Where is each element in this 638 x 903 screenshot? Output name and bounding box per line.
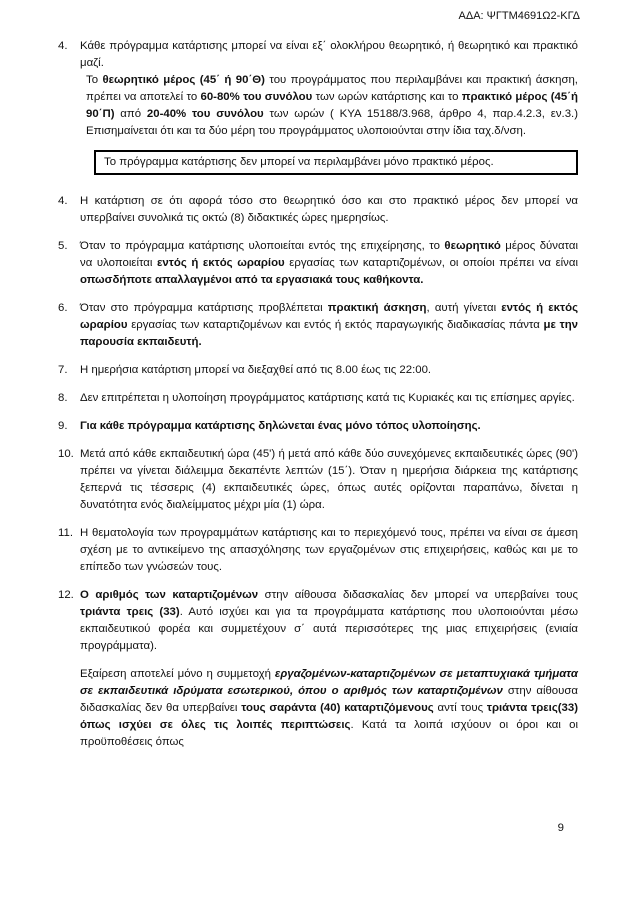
paragraph-number: 11. — [58, 527, 73, 539]
paragraph-text: Η κατάρτιση σε ότι αφορά τόσο στο θεωρητικό όσο και στο πρακτικό μέρος δεν μπορεί να υπερβαίνει συνολικά τις οκτώ (8) διδακτικές ώρες ημερησίως. — [80, 195, 578, 224]
text-run: εργασίας των καταρτιζομένων, οι οποίοι πρέπει να είναι — [284, 257, 578, 269]
paragraph-4a — [58, 38, 578, 175]
text-run: αντί τους — [433, 702, 487, 714]
paragraph-text: Μετά από κάθε εκπαιδευτική ώρα (45') ή μετά από κάθε δύο συνεχόμενες εκπαιδευτικές ώρες (90') πρέπει να γίνεται διάλειμμα δεκαπέντε λεπτών (15΄). Όταν η ημερήσια διάρκεια της κατάρτισης ξεπερνά τις τέσσερις (4) εκπαιδευτικές ώρες, όπως αυτές ορίζονται παραπάνω, δίνεται η δυνατότητα ενός διαλείμματος μέχρι μία (1) ώρα. — [80, 448, 578, 511]
text-run: στην αίθουσα διδασκαλίας δεν μπορεί να υπερβαίνει τους — [258, 589, 578, 601]
boxed-notice — [94, 150, 578, 175]
text-run: . Αυτό ισχύει και για τα προγράμματα κατάρτισης που υλοποιούνται μέσω εκπαιδευτικού φορέα και συμμετέχουν σ΄ αυτά περισσότερες της μιας επιχειρήσεις (ενιαία προγράμματα). — [80, 606, 578, 652]
bold-run: πρακτική άσκηση — [327, 302, 427, 314]
paragraph-6 — [58, 300, 578, 351]
paragraph-text — [80, 300, 578, 351]
bold-run: τριάντα τρεις(33) όπως ισχύει σε όλες τις λοιπές περιπτώσεις — [80, 702, 578, 731]
bold-run: οπωσδήποτε απαλλαγμένοι από τα εργασιακά τους καθήκοντα. — [80, 274, 424, 286]
bold-run: Για κάθε πρόγραμμα κατάρτισης δηλώνεται ένας μόνο τόπος υλοποίησης. — [80, 420, 481, 432]
paragraph-subtext — [80, 72, 578, 140]
boxed-notice-text: Το πρόγραμμα κατάρτισης δεν μπορεί να περιλαμβάνει μόνο πρακτικό μέρος. — [104, 156, 494, 168]
bold-run: 60-80% του συνόλου — [200, 91, 313, 103]
bold-run: με την παρουσία εκπαιδευτή. — [80, 319, 578, 348]
bold-run: 20-40% — [146, 108, 187, 120]
paragraph-text: Η θεματολογία των προγραμμάτων κατάρτισης και το περιεχόμενό τους, πρέπει να είναι σε άμεση σχέση με το αντικείμενο της απασχόλησης των εργαζομένων στις επιχειρήσεις, καθώς και με το επίπεδο των γνώσεών τους. — [80, 527, 578, 573]
exception-paragraph — [80, 666, 578, 751]
paragraph-5 — [58, 238, 578, 289]
text-run: . Κατά τα λοιπά ισχύουν οι όροι και οι προϋποθέσεις όπως — [80, 719, 579, 748]
paragraph-number: 12. — [58, 589, 74, 601]
document-body — [58, 38, 578, 751]
bold-run: τριάντα τρεις (33) — [80, 606, 180, 618]
text-run: , αυτή γίνεται — [426, 302, 502, 314]
paragraph-8 — [58, 390, 578, 407]
paragraph-7 — [58, 362, 578, 379]
paragraph-number: 5. — [58, 240, 68, 252]
bold-italic-run: εργαζομένων-καταρτιζομένων σε μεταπτυχιακά τμήματα σε εκπαιδευτικά ιδρύματα εσωτερικού, όπου ο αριθμός των καταρτιζομένων — [80, 668, 578, 697]
text-run: μέρος δύναται να υλοποιείται — [80, 240, 578, 269]
paragraph-4b — [58, 193, 578, 227]
paragraph-11 — [58, 525, 578, 576]
paragraph-12 — [58, 587, 578, 751]
paragraph-number: 6. — [58, 302, 68, 314]
paragraph-text: Δεν επιτρέπεται η υλοποίηση προγράμματος κατάρτισης κατά τις Κυριακές και τις επίσημες αργίες. — [80, 392, 575, 404]
bold-run: θεωρητικό — [444, 240, 501, 252]
paragraph-number: 10. — [58, 448, 74, 460]
bold-run: τους σαράντα (40) καταρτιζόμενους — [241, 702, 434, 714]
text-run: Εξαίρεση αποτελεί μόνο η συμμετοχή — [80, 668, 275, 680]
text-run: στην αίθουσα διδασκαλίας δεν θα υπερβαίνει — [80, 685, 578, 714]
paragraph-text — [80, 238, 578, 289]
paragraph-text — [80, 587, 578, 655]
ada-header: ΑΔΑ: ΨΓΤΜ4691Ω2-ΚΓΔ — [458, 10, 580, 22]
text-run: Όταν στο πρόγραμμα κατάρτισης προβλέπεται — [80, 302, 328, 314]
text-run: των ωρών ( ΚΥΑ 15188/3.968, άρθρο 4, παρ.4.2.3, εν.3.) Επισημαίνεται ότι και τα δύο μέρη του προγράμματος υλοποιούνται στην ίδια ταχ.δ/νση. — [86, 108, 578, 137]
text-run: των ωρών κατάρτισης και το — [312, 91, 462, 103]
page-number: 9 — [557, 822, 564, 834]
text-run: εργασίας των καταρτιζομένων και εντός ή εκτός παραγωγικής διαδικασίας πάντα — [127, 319, 544, 331]
text-run: Όταν το πρόγραμμα κατάρτισης υλοποιείται εντός της επιχείρησης, το — [80, 240, 445, 252]
paragraph-number: 9. — [58, 420, 68, 432]
bold-run: του συνόλου — [192, 108, 264, 120]
text-run: του προγράμματος που περιλαμβάνει και πρακτική άσκηση, πρέπει να αποτελεί το — [86, 74, 578, 103]
paragraph-number: 8. — [58, 392, 68, 404]
paragraph-number: 4. — [58, 195, 68, 207]
paragraph-text — [80, 418, 578, 435]
paragraph-text: Η ημερήσια κατάρτιση μπορεί να διεξαχθεί από τις 8.00 έως τις 22:00. — [80, 364, 432, 376]
paragraph-number: 4. — [58, 40, 68, 52]
bold-run: εντός ή εκτός ωραρίου — [157, 257, 285, 269]
text-run: Το — [86, 74, 103, 86]
bold-run: εντός ή εκτός ωραρίου — [80, 302, 579, 331]
paragraph-10 — [58, 446, 578, 514]
paragraph-9 — [58, 418, 578, 435]
text-run: από — [114, 108, 147, 120]
bold-run: Ο αριθμός των καταρτιζομένων — [80, 589, 259, 601]
paragraph-text: Κάθε πρόγραμμα κατάρτισης μπορεί να είναι εξ΄ ολοκλήρου θεωρητικό, ή θεωρητικό και πρακτικό μαζί. — [80, 40, 578, 69]
bold-run: πρακτικό μέρος (45΄ή 90΄Π) — [86, 91, 578, 120]
bold-run: θεωρητικό μέρος (45΄ ή 90΄Θ) — [102, 74, 265, 86]
paragraph-number: 7. — [58, 364, 68, 376]
